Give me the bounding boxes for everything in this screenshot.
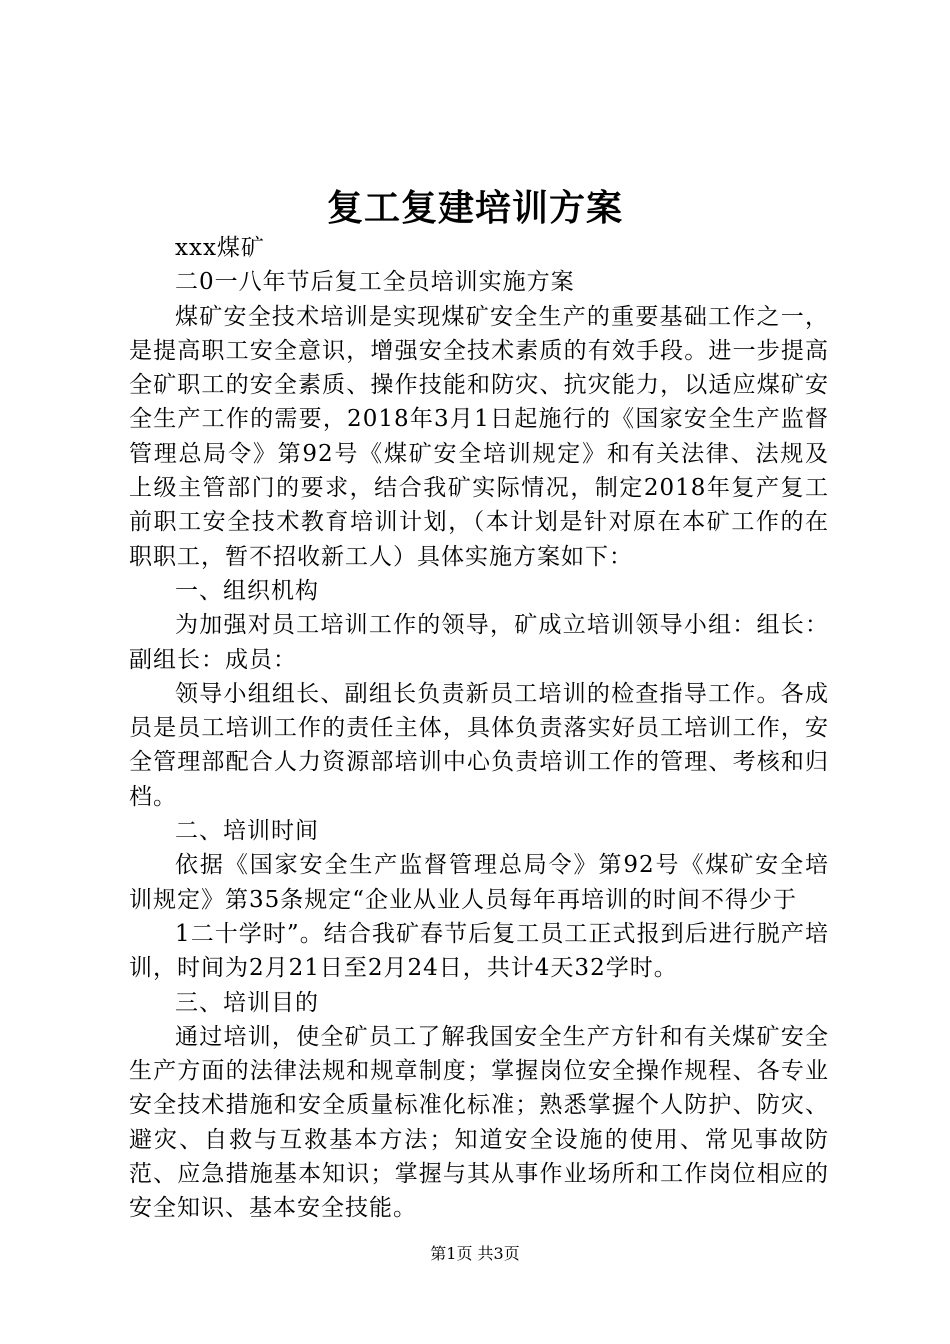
training-purpose-paragraph: 通过培训，使全矿员工了解我国安全生产方针和有关煤矿安全生产方面的法律法规和规章制度；掌握岗位安全操作规程、各专业安全技术措施和安全质量标准化标准；熟悉掌握个人防护、防灾、避灾、自救与互救基本方法；知道安全设施的使用、常见事故防范、应急措施基本知识；掌握与其从事作业场所和工作岗位相应的安全知识、基本安全技能。 <box>129 1023 829 1222</box>
section-heading-organization: 一、组织机构 <box>175 577 319 604</box>
page-footer: 第1页 共3页 <box>430 1244 520 1263</box>
responsibility-paragraph: 领导小组组长、副组长负责新员工培训的检查指导工作。各成员是员工培训工作的责任主体，具体负责落实好员工培训工作，安全管理部配合人力资源部培训中心负责培训工作的管理、考核和归档。 <box>129 680 829 810</box>
section-heading-training-purpose: 三、培训目的 <box>175 989 319 1016</box>
document-title: 复工复建培训方案 <box>326 187 623 229</box>
training-time-paragraph-2: 1二十学时”。结合我矿春节后复工员工正式报到后进行脱产培训，时间为2月21日至2月24日，共计4天32学时。 <box>129 920 829 982</box>
organization-paragraph: 为加强对员工培训工作的领导，矿成立培训领导小组：组长：副组长：成员： <box>129 612 829 673</box>
training-time-paragraph-1: 依据《国家安全生产监督管理总局令》第92号《煤矿安全培训规定》第35条规定“企业从业人员每年再培训的时间不得少于 <box>129 852 829 913</box>
org-name: xxx煤矿 <box>175 235 265 261</box>
intro-paragraph: 煤矿安全技术培训是实现煤矿安全生产的重要基础工作之一，是提高职工安全意识，增强安全技术素质的有效手段。进一步提高全矿职工的安全素质、操作技能和防灾、抗灾能力，以适应煤矿安全生产工作的需要，2018年3月1日起施行的《国家安全生产监督管理总局令》第92号《煤矿安全培训规定》和有关法律、法规及上级主管部门的要求，结合我矿实际情况，制定2018年复产复工前职工安全技术教育培训计划，（本计划是针对原在本矿工作的在职职工，暂不招收新工人）具体实施方案如下： <box>129 303 829 570</box>
section-heading-training-time: 二、培训时间 <box>175 818 319 845</box>
plan-subtitle: 二0一八年节后复工全员培训实施方案 <box>175 269 575 296</box>
document-body <box>129 231 829 1226</box>
